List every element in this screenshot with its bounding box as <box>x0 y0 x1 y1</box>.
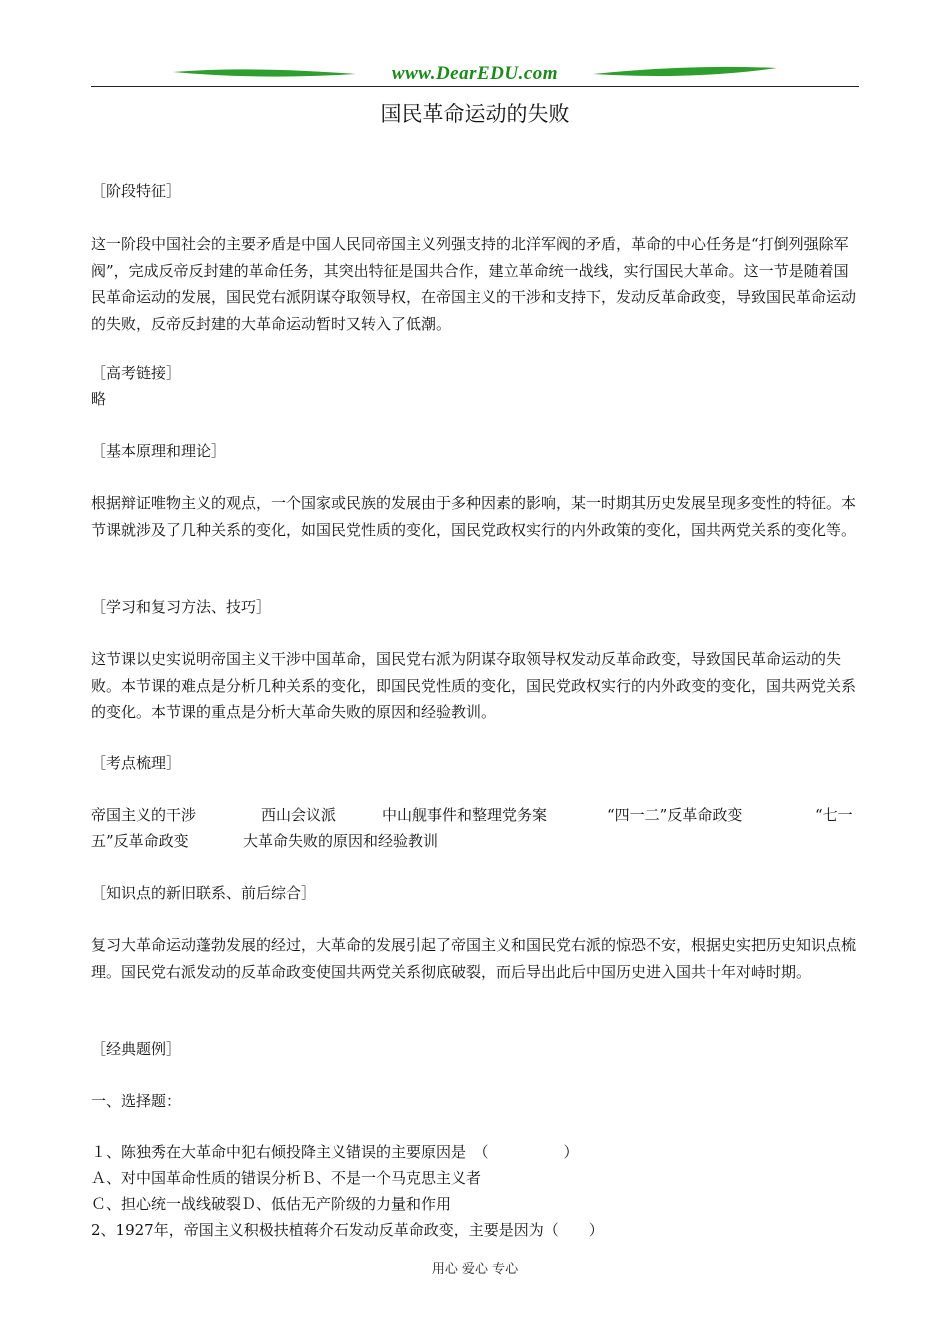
page-title: 国民革命运动的失败 <box>380 102 570 126</box>
heading-principles: ［基本原理和理论］ <box>91 442 227 460</box>
heading-key-points: ［考点梳理］ <box>91 754 182 772</box>
key-point-item: 五”反革命政变 <box>91 832 189 850</box>
paragraph-methods: 这节课以史实说明帝国主义干涉中国革命，国民党右派为阴谋夺取领导权发动反革命政变，导致国民革命运动的失败。本节课的难点是分析几种关系的变化，即国民党性质的变化，国民党政权实行的内外政变的变化，国共两党关系的变化。本节课的重点是分析大革命失败的原因和经验教训。 <box>91 650 857 721</box>
paragraph-principles: 根据辩证唯物主义的观点，一个国家或民族的发展由于多种因素的影响，某一时期其历史发展呈现多变性的特征。本节课就涉及了几种关系的变化，如国民党性质的变化，国民党政权实行的内外政策的变化，国共两党关系的变化等。 <box>91 494 857 539</box>
key-point-item: 大革命失败的原因和经验教训 <box>243 832 439 850</box>
examples-part-title: 一、选择题： <box>91 1092 182 1110</box>
key-points-list <box>91 802 861 856</box>
heading-examples: ［经典题例］ <box>91 1040 182 1058</box>
paragraph-stage-features: 这一阶段中国社会的主要矛盾是中国人民同帝国主义列强支持的北洋军阀的矛盾，革命的中心任务是“打倒列强除军阀”，完成反帝反封建的革命任务，其突出特征是国共合作，建立革命统一战线，实行国民大革命。这一节是随着国民革命运动的发展，国民党右派阴谋夺取领导权，在帝国主义的干涉和支持下，发动反革命政变，导致国民革命运动的失败，反帝反封建的大革命运动暂时又转入了低潮。 <box>91 235 857 333</box>
key-point-item: 中山舰事件和整理党务案 <box>382 806 548 824</box>
question-line: 2、1927年，帝国主义积极扶植蒋介石发动反革命政变，主要是因为（ ） <box>91 1221 604 1239</box>
page-header <box>91 60 859 90</box>
question-option-line: Ｃ、担心统一战线破裂Ｄ、低估无产阶级的力量和作用 <box>91 1195 452 1213</box>
heading-methods: ［学习和复习方法、技巧］ <box>91 598 272 616</box>
paragraph-connections: 复习大革命运动蓬勃发展的经过，大革命的发展引起了帝国主义和国民党右派的惊恐不安，根据史实把历史知识点梳理。国民党右派发动的反革命政变使国共两党关系彻底破裂，而后导出此后中国历史进入国共十年对峙时期。 <box>91 936 857 981</box>
key-point-item: “四一二”反革命政变 <box>607 806 743 824</box>
header-divider <box>91 86 859 87</box>
key-point-item: 帝国主义的干涉 <box>91 806 197 824</box>
key-point-item: “七一 <box>815 806 853 824</box>
brand-logo-text: www.DearEDU.com <box>391 63 559 84</box>
exam-links-body: 略 <box>91 390 107 408</box>
question-option-line: Ａ、对中国革命性质的错误分析Ｂ、不是一个马克思主义者 <box>91 1169 482 1187</box>
page-footer: 用心 爱心 专心 <box>431 1262 519 1277</box>
heading-exam-links: ［高考链接］ <box>91 364 182 382</box>
heading-stage-features: ［阶段特征］ <box>91 182 182 200</box>
question-line: １、陈独秀在大革命中犯右倾投降主义错误的主要原因是 （ ） <box>91 1143 579 1161</box>
heading-connections: ［知识点的新旧联系、前后综合］ <box>91 884 317 902</box>
key-point-item: 西山会议派 <box>261 806 337 824</box>
